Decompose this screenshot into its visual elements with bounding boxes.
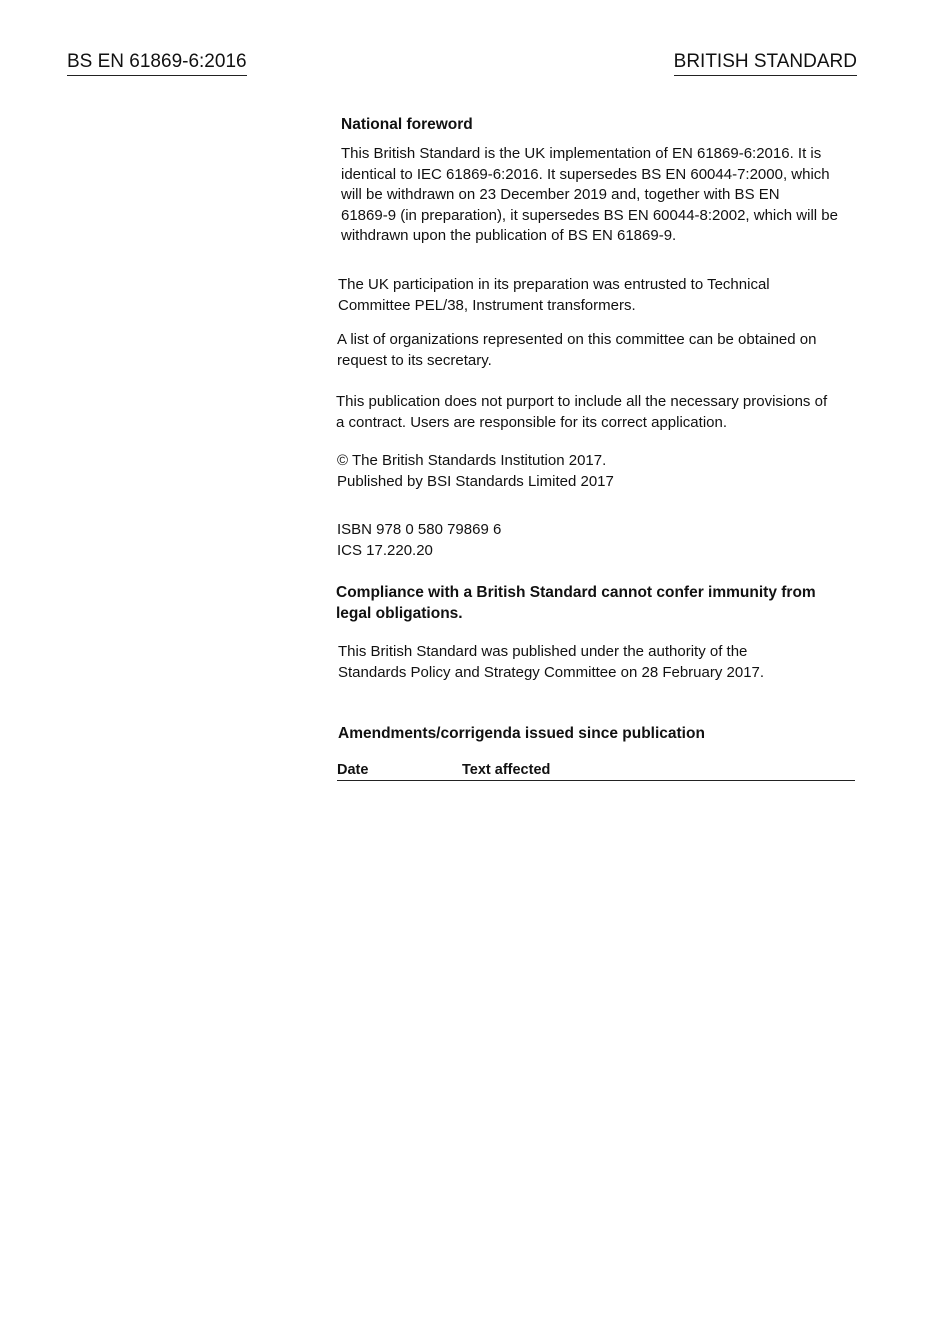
text-line: © The British Standards Institution 2017. xyxy=(337,452,607,469)
text-line: withdrawn upon the publication of BS EN 61869-9. xyxy=(341,227,677,245)
text-line: This publication does not purport to include all the necessary provisions of xyxy=(336,393,828,410)
text-line: This British Standard was published under the authority of the xyxy=(338,643,748,660)
foreword-paragraph-3 xyxy=(337,330,816,371)
text-line: Committee PEL/38, Instrument transformers. xyxy=(338,296,636,314)
copyright-notice xyxy=(337,451,614,492)
text-line: request to its secretary. xyxy=(337,351,492,369)
text-line: 61869-9 (in preparation), it supersedes BS EN 60044-8:2002, which will be xyxy=(341,206,838,224)
isbn: ISBN 978 0 580 79869 6 xyxy=(337,521,502,538)
text-line: Compliance with a British Standard cannot confer immunity from xyxy=(336,584,816,601)
amendments-table-header xyxy=(337,760,855,781)
amendments-title: Amendments/corrigenda issued since publication xyxy=(338,725,705,742)
text-line: legal obligations. xyxy=(336,604,463,622)
text-line: Published by BSI Standards Limited 2017 xyxy=(337,472,614,490)
column-date: Date xyxy=(337,762,369,778)
text-line: identical to IEC 61869-6:2016. It supersedes BS EN 60044-7:2000, which xyxy=(341,165,830,183)
ics: ICS 17.220.20 xyxy=(337,541,433,559)
standard-number-header: BS EN 61869-6:2016 xyxy=(67,50,247,76)
text-line: a contract. Users are responsible for its correct application. xyxy=(336,413,728,431)
foreword-paragraph-4 xyxy=(336,392,827,433)
foreword-title: National foreword xyxy=(341,116,473,133)
standard-type-header: BRITISH STANDARD xyxy=(674,50,857,76)
text-line: will be withdrawn on 23 December 2019 and, together with BS EN xyxy=(341,186,780,204)
column-text-affected: Text affected xyxy=(462,762,551,778)
compliance-notice xyxy=(336,583,816,624)
text-line: Standards Policy and Strategy Committee on 28 February 2017. xyxy=(338,663,765,681)
authority-statement xyxy=(338,642,764,683)
text-line: This British Standard is the UK implementation of EN 61869-6:2016. It is xyxy=(341,145,822,162)
text-line: The UK participation in its preparation was entrusted to Technical xyxy=(338,276,770,293)
foreword-paragraph-1 xyxy=(341,144,838,247)
text-line: A list of organizations represented on this committee can be obtained on xyxy=(337,331,817,348)
foreword-paragraph-2 xyxy=(338,275,770,316)
publication-identifiers xyxy=(337,520,501,561)
